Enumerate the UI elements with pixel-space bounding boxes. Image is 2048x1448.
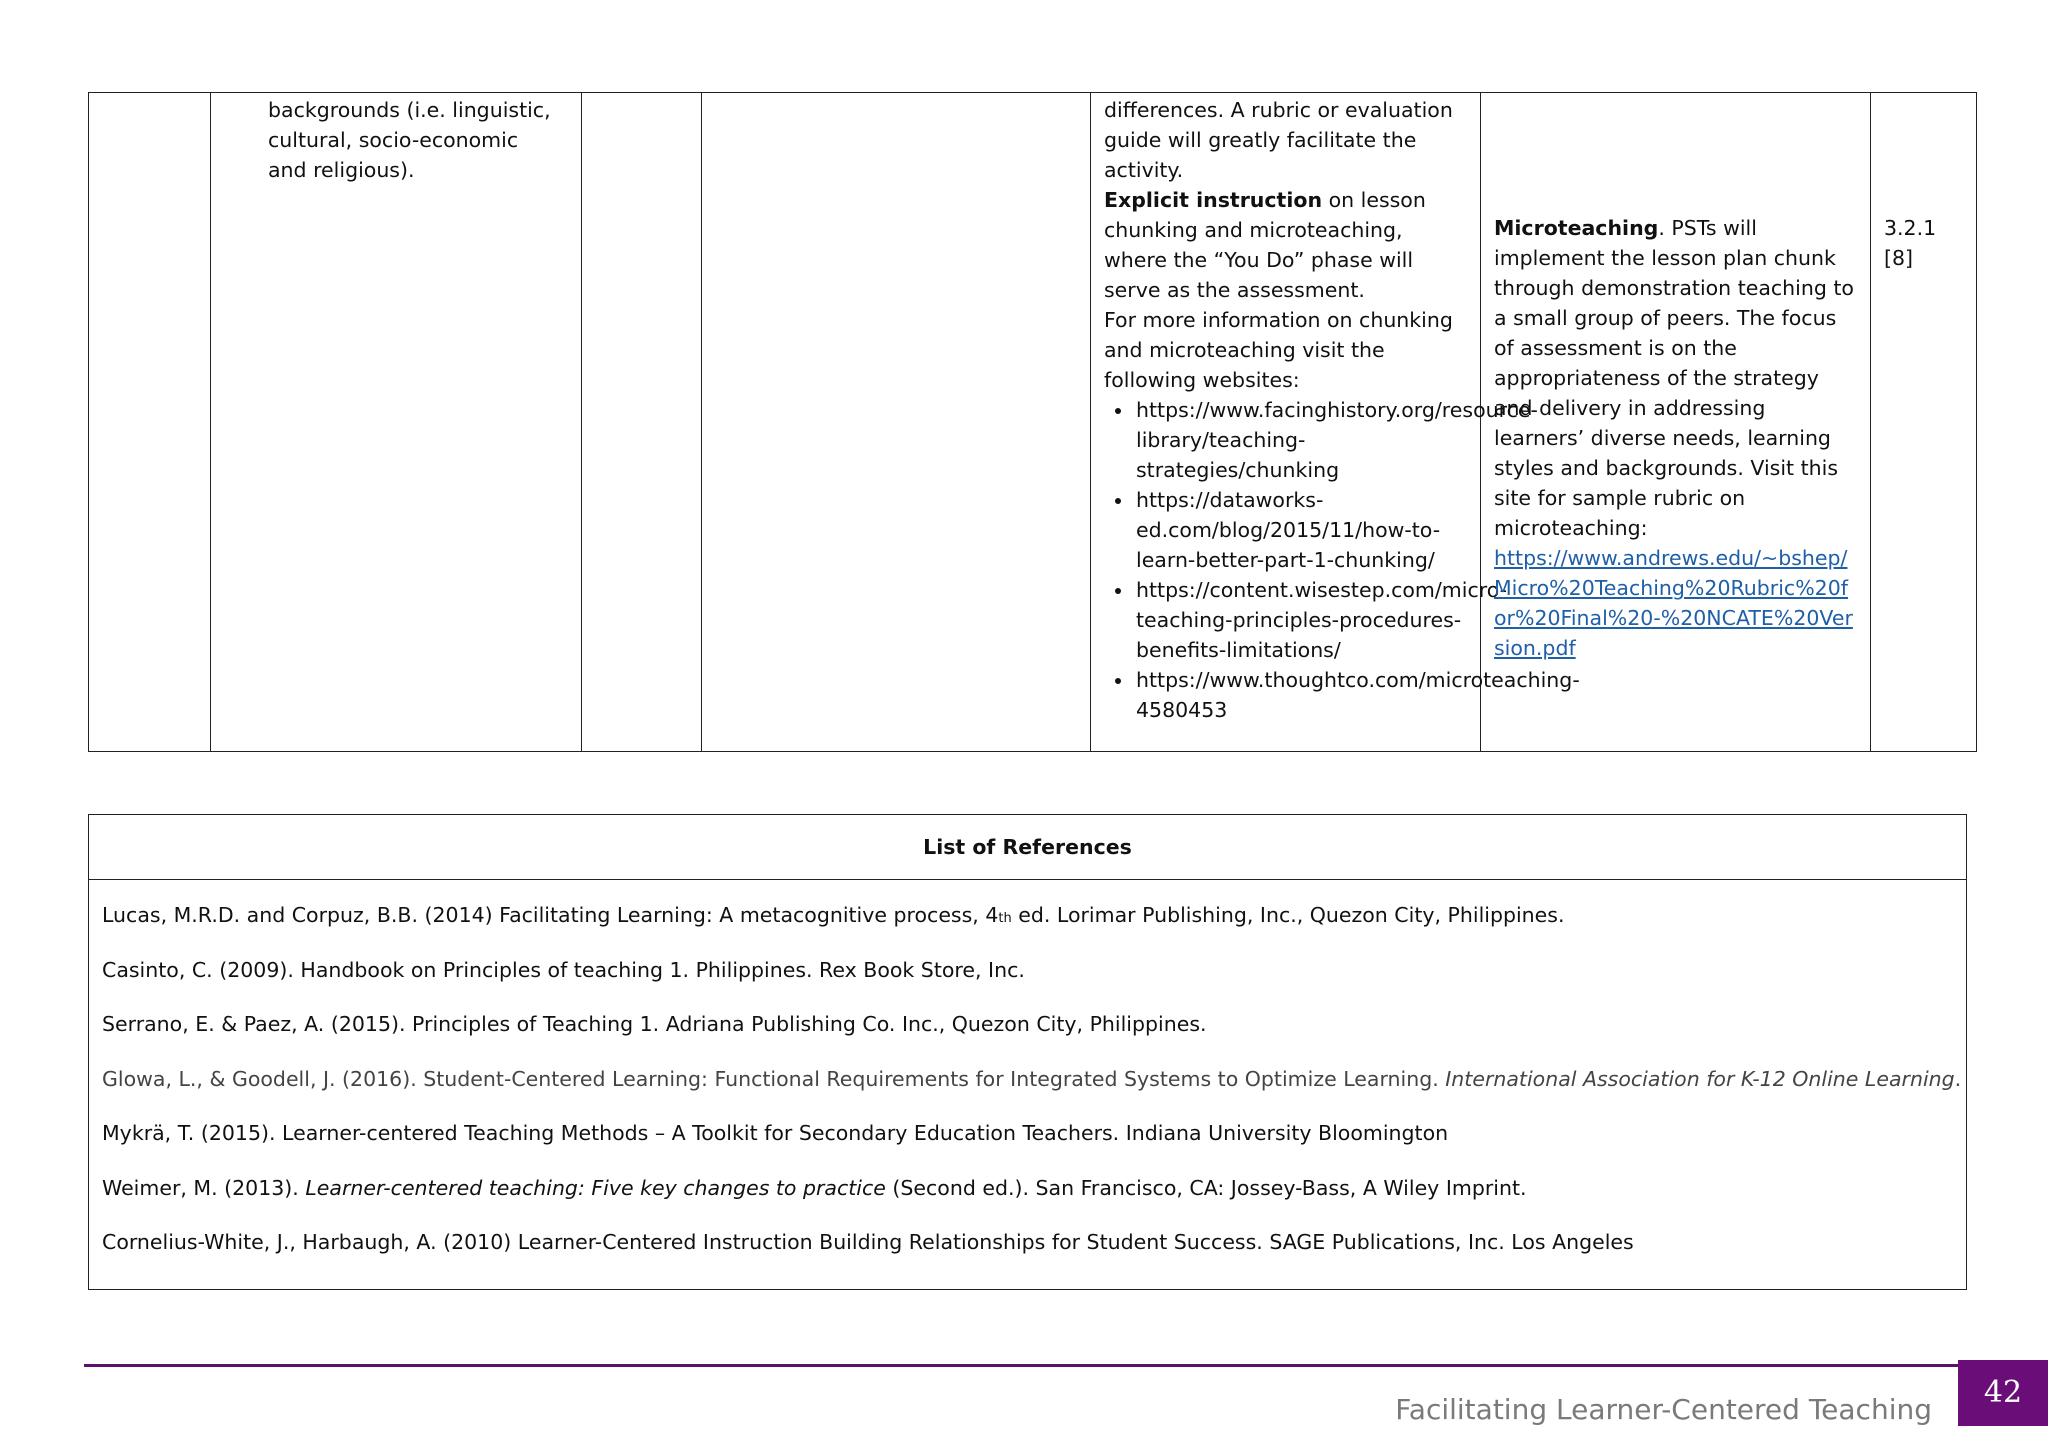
ref1-part-b: ed. Lorimar Publishing, Inc., Quezon City, Philippines. — [1011, 903, 1565, 927]
reference-item: Mykrä, T. (2015). Learner-centered Teaching Methods – A Toolkit for Secondary Education Teachers. Indiana University Bloomington — [102, 1121, 1449, 1145]
ref6-italic: Learner-centered teaching: Five key changes to practice — [305, 1175, 886, 1200]
reference-item: Serrano, E. & Paez, A. (2015). Principles of Teaching 1. Adriana Publishing Co. Inc., Quezon City, Philippines. — [102, 1012, 1207, 1036]
table-cell-learning-outcome — [211, 93, 582, 752]
references-list — [89, 880, 1966, 1282]
microteaching-bold: Microteaching — [1494, 216, 1659, 240]
lesson-plan-table — [88, 92, 1977, 752]
reference-item — [102, 900, 1966, 955]
table-cell-3 — [582, 93, 702, 752]
reference-item — [102, 1173, 1966, 1228]
ref6-part-b: (Second ed.). San Francisco, CA: Jossey-Bass, A Wiley Imprint. — [885, 1175, 1527, 1200]
list-item: • https://www.facinghistory.org/resource-library/teaching-strategies/chunking — [1134, 395, 1470, 485]
footer-divider — [84, 1364, 1958, 1367]
explicit-instruction-text — [1104, 185, 1470, 305]
rubric-link[interactable]: https://www.andrews.edu/~bshep/Micro%20Teaching%20Rubric%20for%20Final%20-%20NCATE%20Version.pdf — [1494, 546, 1853, 660]
table-cell-4 — [702, 93, 1091, 752]
table-cell-1 — [89, 93, 211, 752]
more-info-text: For more information on chunking and microteaching visit the following websites: — [1104, 308, 1453, 392]
reference-item: Cornelius-White, J., Harbaugh, A. (2010) Learner-Centered Instruction Building Relationships for Student Success. SAGE Publications, Inc. Los Angeles — [102, 1230, 1634, 1254]
explicit-instruction-bold: Explicit instruction — [1104, 188, 1323, 212]
activity-intro: differences. A rubric or evaluation guide will greatly facilitate the activity. — [1104, 98, 1453, 182]
footer-title: Facilitating Learner-Centered Teaching — [1395, 1393, 1932, 1426]
reference-item: Casinto, C. (2009). Handbook on Principles of teaching 1. Philippines. Rex Book Store, Inc. — [102, 957, 1025, 982]
table-cell-assessment — [1481, 93, 1871, 752]
list-item: • https://dataworks-ed.com/blog/2015/11/how-to-learn-better-part-1-chunking/ — [1134, 485, 1470, 575]
references-title: List of References — [89, 815, 1966, 880]
standard-code: 3.2.1 [8] — [1884, 216, 1937, 270]
ref4-part-a: Glowa, L., & Goodell, J. (2016). Student-Centered Learning: Functional Requirements for Integrated Systems to Optimize Learning. — [102, 1066, 1446, 1091]
explicit-instruction-rest: on lesson chunking and microteaching, where the “You Do” phase will serve as the assessment. — [1104, 188, 1426, 302]
ref4-italic: International Association for K-12 Online Learning — [1445, 1066, 1955, 1091]
list-item: • https://www.thoughtco.com/microteaching-4580453 — [1134, 665, 1470, 725]
ref4-part-b: . — [1954, 1066, 1962, 1091]
reference-item — [102, 1064, 1966, 1119]
table-row — [89, 93, 1977, 752]
ref1-superscript: th — [998, 911, 1012, 926]
table-cell-teaching-activities — [1091, 93, 1580, 752]
assessment-rest: . PSTs will implement the lesson plan chunk through demonstration teaching to a small group of peers. The focus of assessment is on the appropriateness of the strategy and delivery in addressing learners’ diverse needs, learning styles and backgrounds. Visit this site for sample rubric on microteaching: — [1494, 216, 1854, 540]
ref6-part-a: Weimer, M. (2013). — [102, 1175, 306, 1200]
page-number: 42 — [1958, 1360, 2048, 1426]
ref1-part-a: Lucas, M.R.D. and Corpuz, B.B. (2014) Facilitating Learning: A metacognitive process, 4 — [102, 903, 999, 927]
table-cell-code — [1871, 93, 1977, 752]
outcome-text: backgrounds (i.e. linguistic, cultural, socio-economic and religious). — [268, 98, 551, 182]
references-box — [88, 814, 1967, 1290]
list-item: • https://content.wisestep.com/micro-teaching-principles-procedures-benefits-limitations/ — [1134, 575, 1470, 665]
assessment-text — [1494, 213, 1860, 543]
website-list — [1104, 395, 1580, 725]
